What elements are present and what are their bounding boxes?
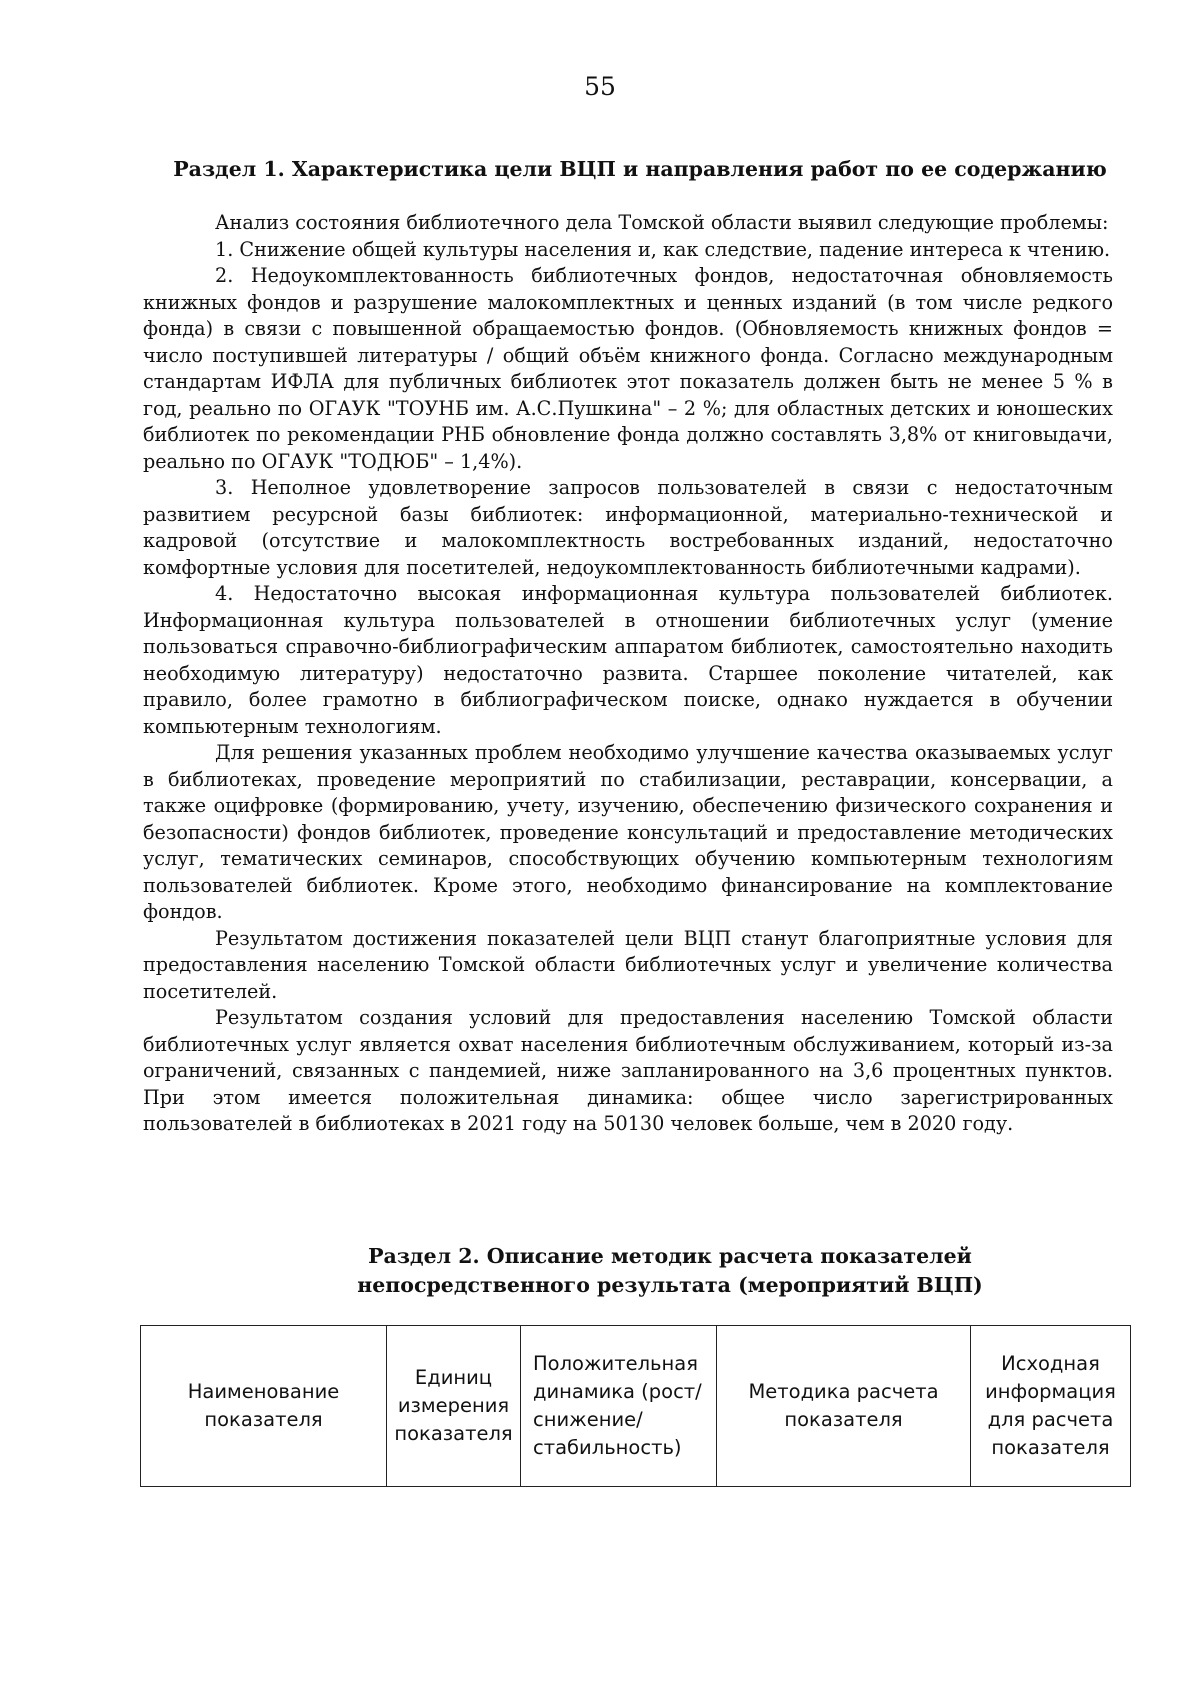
header-indicator-name: Наименование показателя: [141, 1326, 387, 1487]
page-number: 55: [584, 72, 616, 101]
header-source-information: Исходная информация для расчета показателя: [971, 1326, 1131, 1487]
paragraph-problem-1: 1. Снижение общей культуры населения и, как следствие, падение интереса к чтению.: [215, 237, 1111, 261]
section-2-title: [300, 1242, 1040, 1300]
paragraph-result-2: Результатом создания условий для предоставления населению Томской области библиотечных услуг является охват населения библиотечным обслуживанием, который из-за ограничений, связанных с пандемией, ниже запланированного на 3,6 процентных пунктов. При этом имеется положительная динамика: общее число зарегистрированных пользователей в библиотеках в 2021 году на 50130 человек больше, чем в 2020 году.: [143, 1006, 1113, 1135]
section-1-body: [143, 210, 1113, 1138]
paragraph-result-1: Результатом достижения показателей цели ВЦП станут благоприятные условия для предоставления населению Томской области библиотечных услуг и увеличение количества посетителей.: [143, 926, 1113, 1003]
table-header-row: [141, 1326, 1131, 1487]
paragraph-problem-4: 4. Недостаточно высокая информационная культура пользователей библиотек. Информационная культура пользователей в отношении библиотечных услуг (умение пользоваться справочно-библиографическим аппаратом библиотек, самостоятельно находить необходимую литературу) недостаточно развита. Старшее поколение читателей, как правило, более грамотно в библиографическом поиске, однако нуждается в обучении компьютерным технологиям.: [143, 582, 1113, 738]
paragraph-problem-2: 2. Недоукомплектованность библиотечных фондов, недостаточная обновляемость книжных фондов и разрушение малокомплектных и ценных изданий (в том числе редкого фонда) в связи с повышенной обращаемостью фондов. (Обновляемость книжных фондов = число поступившей литературы / общий объём книжного фонда. Согласно международным стандартам ИФЛА для публичных библиотек этот показатель должен быть не менее 5 % в год, реально по ОГАУК "ТОУНБ им. А.С.Пушкина" – 2 %; для областных детских и юношеских библиотек по рекомендации РНБ обновление фонда должно составлять 3,8% от книговыдачи, реально по ОГАУК "ТОДЮБ" – 1,4%).: [143, 264, 1113, 473]
indicators-table: [140, 1325, 1131, 1487]
paragraph-problem-3: 3. Неполное удовлетворение запросов пользователей в связи с недостаточным развитием ресурсной базы библиотек: информационной, материально-технической и кадровой (отсутствие и малокомплектность востребованных изданий, недостаточно комфортные условия для посетителей, недоукомплектованность библиотечными кадрами).: [143, 476, 1113, 579]
indicators-table-wrapper: [140, 1325, 1130, 1487]
section-2-title-line-2: непосредственного результата (мероприятий ВЦП): [357, 1273, 983, 1297]
paragraph-solutions: Для решения указанных проблем необходимо улучшение качества оказываемых услуг в библиотеках, проведение мероприятий по стабилизации, реставрации, консервации, а также оцифровке (формированию, учету, изучению, обеспечению физического сохранения и безопасности) фондов библиотек, проведение консультаций и предоставление методических услуг, тематических семинаров, способствующих обучению компьютерным технологиям пользователей библиотек. Кроме этого, необходимо финансирование на комплектование фондов.: [143, 741, 1113, 923]
header-calculation-method: Методика расчета показателя: [717, 1326, 971, 1487]
section-1-title: Раздел 1. Характеристика цели ВЦП и направления работ по ее содержанию: [173, 157, 1107, 181]
paragraph-intro: Анализ состояния библиотечного дела Томской области выявил следующие проблемы:: [215, 211, 1109, 234]
header-positive-dynamics: Положительная динамика (рост/снижение/ стабильность): [521, 1326, 717, 1487]
header-unit: Единиц измерения показателя: [387, 1326, 521, 1487]
section-2-title-line-1: Раздел 2. Описание методик расчета показателей: [368, 1244, 972, 1268]
